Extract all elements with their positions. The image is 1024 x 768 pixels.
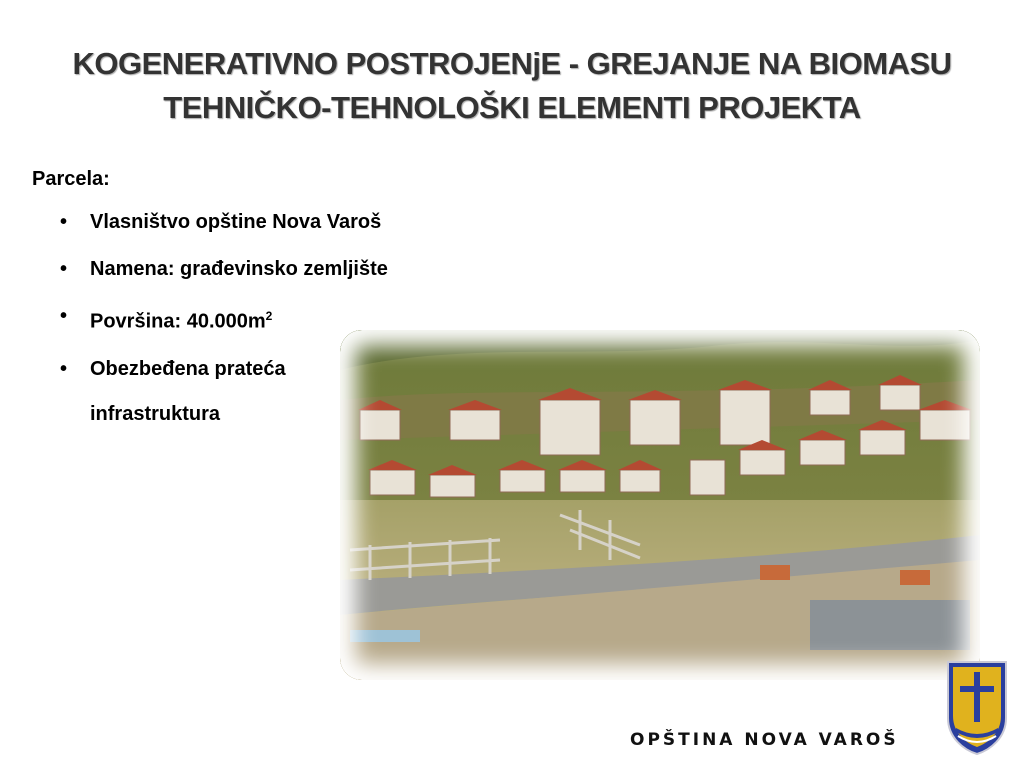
town-landscape-photo — [340, 330, 980, 680]
bullet-text: Površina: 40.000m — [90, 310, 266, 333]
title-line-2: TEHNIČKO-TEHNOLOŠKI ELEMENTI PROJEKTA — [163, 90, 861, 125]
bullet-icon: • — [60, 357, 68, 380]
bullet-item-purpose — [60, 258, 492, 281]
area-superscript: 2 — [265, 309, 273, 323]
bullet-icon: • — [60, 258, 68, 280]
bullet-text: Namena: građevinsko zemljište — [90, 258, 388, 280]
municipality-name: OPŠTINA NOVA VAROŠ — [630, 730, 899, 750]
bullet-icon: • — [60, 305, 68, 327]
section-label: Parcela: — [32, 168, 110, 190]
bullet-text: Obezbeđena prateća — [90, 357, 286, 380]
slide-title — [0, 42, 1024, 130]
title-line-1: KOGENERATIVNO POSTROJENjE - GREJANJE NA BIOMASU — [72, 46, 952, 81]
municipal-coat-of-arms-icon — [944, 658, 1010, 758]
bullet-icon: • — [60, 211, 68, 233]
bullet-item-ownership — [60, 211, 492, 234]
bullet-text-continuation: infrastruktura — [90, 402, 221, 425]
bullet-text: Vlasništvo opštine Nova Varoš — [90, 211, 382, 233]
